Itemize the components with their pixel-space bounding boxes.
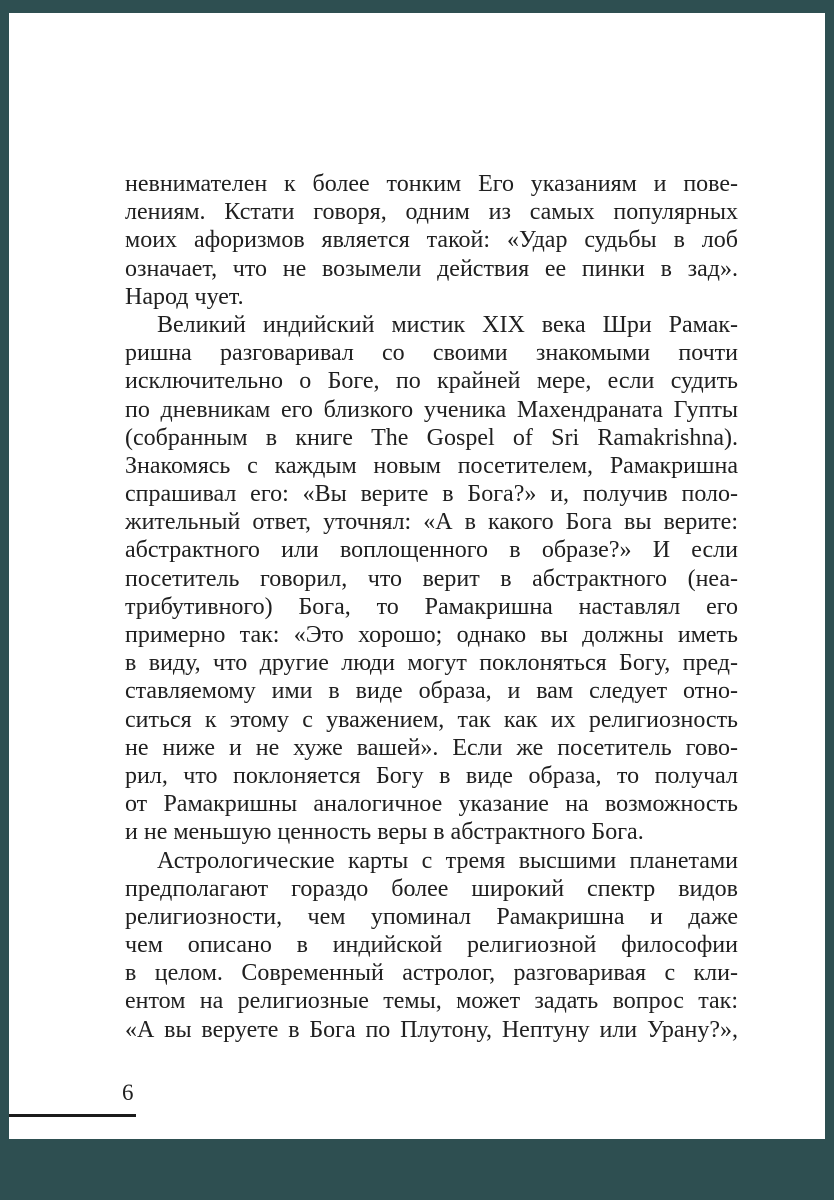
paragraph <box>125 847 738 1044</box>
text-line: моих афоризмов является такой: «Удар судьбы в лоб <box>125 227 738 254</box>
text-line: абстрактного или воплощенного в образе?» И если <box>125 537 738 564</box>
page-frame-bottom <box>0 1139 834 1200</box>
paragraph <box>125 170 738 311</box>
page-frame-left <box>0 0 9 1200</box>
text-line: «А вы веруете в Бога по Плутону, Нептуну или Урану?», <box>125 1016 738 1043</box>
text-line: и не меньшую ценность веры в абстрактного Бога. <box>125 819 644 846</box>
text-line: религиозности, чем упоминал Рамакришна и даже <box>125 903 738 930</box>
text-line: в целом. Современный астролог, разговаривая с кли- <box>125 960 738 987</box>
text-line: посетитель говорил, что верит в абстрактного (неа- <box>125 565 738 592</box>
text-line: ставляемому ими в виде образа, и вам следует отно- <box>125 678 738 705</box>
text-line: ентом на религиозные темы, может задать вопрос так: <box>125 988 738 1015</box>
page-frame-right <box>825 0 834 1200</box>
text-line: Знакомясь с каждым новым посетителем, Рамакришна <box>125 452 738 479</box>
text-line: ситься к этому с уважением, так как их религиозность <box>125 706 738 733</box>
paragraph <box>125 311 738 847</box>
text-line: исключительно о Боге, по крайней мере, если судить <box>125 368 738 395</box>
text-line: трибутивного) Бога, то Рамакришна наставлял его <box>125 593 738 620</box>
text-line: Великий индийский мистик XIX века Шри Рамак- <box>157 311 738 338</box>
text-line: от Рамакришны аналогичное указание на возможность <box>125 791 738 818</box>
text-line: примерно так: «Это хорошо; однако вы должны иметь <box>125 622 738 648</box>
footer-rule <box>9 1114 136 1117</box>
text-line: рил, что поклоняется Богу в виде образа, то получал <box>125 762 738 789</box>
text-line: невнимателен к более тонким Его указаниям и пове- <box>125 171 738 197</box>
text-line: не ниже и не хуже вашей». Если же посетитель гово- <box>125 734 738 761</box>
text-line: ришна разговаривал со своими знакомыми почти <box>125 340 738 367</box>
text-line: спрашивал его: «Вы верите в Бога?» и, получив поло- <box>125 481 738 508</box>
text-line: (собранным в книге The Gospel of Sri Ramakrishna). <box>125 424 738 451</box>
text-line: по дневникам его близкого ученика Махендраната Гупты <box>125 396 738 423</box>
text-line: Астрологические карты с тремя высшими планетами <box>157 847 738 874</box>
text-line: означает, что не возымели действия ее пинки в зад». <box>125 255 738 282</box>
page-number: 6 <box>122 1080 134 1105</box>
text-column <box>125 170 738 1044</box>
text-line: Народ чует. <box>125 283 244 310</box>
text-line: предполагают гораздо более широкий спектр видов <box>125 875 738 902</box>
text-line: в виду, что другие люди могут поклоняться Богу, пред- <box>125 650 738 677</box>
text-line: лениям. Кстати говоря, одним из самых популярных <box>125 199 738 226</box>
page-frame-top <box>0 0 834 13</box>
text-line: чем описано в индийской религиозной философии <box>125 932 738 959</box>
text-line: жительный ответ, уточнял: «А в какого Бога вы верите: <box>125 509 738 536</box>
